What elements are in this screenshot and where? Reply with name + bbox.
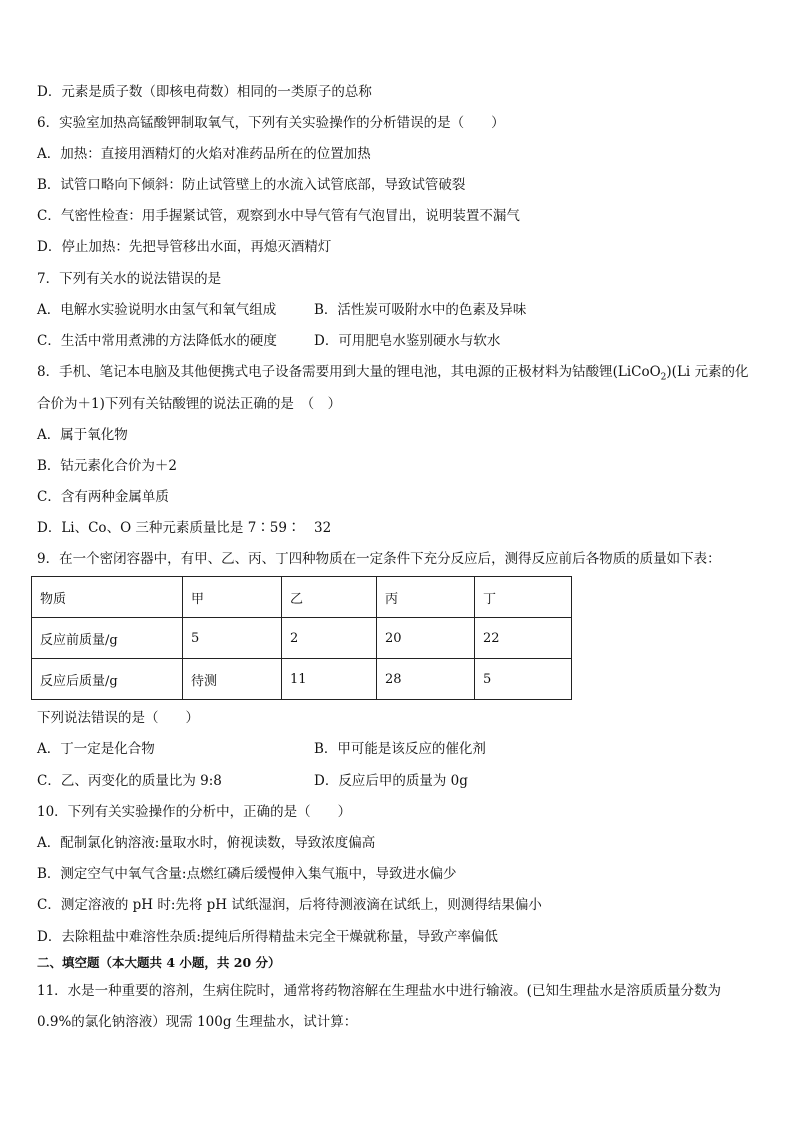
- q9-after-table: 下列说法错误的是（ ）: [37, 710, 199, 726]
- q6-option-d: D．停止加热：先把导管移出水面，再熄灭酒精灯: [37, 239, 332, 255]
- q10-option-c: C．测定溶液的 pH 时:先将 pH 试纸湿润，后将待测液滴在试纸上，则测得结果偏小: [37, 897, 542, 913]
- table-cell: 反应前质量/g: [32, 618, 183, 659]
- q10-option-b: B．测定空气中氧气含量:点燃红磷后缓慢伸入集气瓶中，导致进水偏少: [37, 866, 457, 882]
- table-row: [32, 618, 572, 659]
- table-cell: 2: [282, 618, 377, 659]
- table-cell: 11: [282, 659, 377, 700]
- table-cell: 物质: [32, 577, 183, 618]
- q9-option-b: B．甲可能是该反应的催化剂: [314, 741, 486, 757]
- q8-option-d: D．Li、Co、O 三种元素质量比是 7∶59∶ 32: [37, 520, 332, 536]
- q9-option-d: D．反应后甲的质量为 0g: [314, 773, 468, 789]
- q6-option-a: A．加热：直接用酒精灯的火焰对准药品所在的位置加热: [37, 146, 371, 162]
- table-cell: 5: [475, 659, 572, 700]
- table-cell: 5: [183, 618, 282, 659]
- q8-option-c: C．含有两种金属单质: [37, 489, 169, 505]
- q8-stem-text: 8．手机、笔记本电脑及其他便携式电子设备需要用到大量的锂电池，其电源的正极材料为钴酸锂(LiCoO: [37, 364, 661, 380]
- q8-stem-line1: [37, 363, 749, 387]
- q9-option-c: C．乙、丙变化的质量比为 9:8: [37, 773, 222, 789]
- table-cell: 丁: [475, 577, 572, 618]
- table-cell: 乙: [282, 577, 377, 618]
- table-row: [32, 577, 572, 618]
- table-cell: 甲: [183, 577, 282, 618]
- q11-stem-line1: 11．水是一种重要的溶剂，生病住院时，通常将药物溶解在生理盐水中进行输液。(已知生理盐水是溶质质量分数为: [37, 983, 721, 999]
- table-cell: 22: [475, 618, 572, 659]
- q11-stem-line2: 0.9%的氯化钠溶液）现需 100g 生理盐水，试计算：: [37, 1014, 358, 1030]
- q8-subscript: 2: [660, 372, 667, 383]
- q6-stem: 6．实验室加热高锰酸钾制取氧气，下列有关实验操作的分析错误的是（ ）: [37, 115, 505, 131]
- table-cell: 待测: [183, 659, 282, 700]
- q7-option-c: C．生活中常用煮沸的方法降低水的硬度: [37, 333, 277, 349]
- q7-option-d: D．可用肥皂水鉴别硬水与软水: [314, 333, 501, 349]
- q8-option-a: A．属于氧化物: [37, 427, 128, 443]
- table-row: [32, 659, 572, 700]
- q7-option-b: B．活性炭可吸附水中的色素及异味: [314, 302, 527, 318]
- table-cell: 丙: [377, 577, 475, 618]
- q9-option-a: A．丁一定是化合物: [37, 741, 155, 757]
- table-cell: 28: [377, 659, 475, 700]
- q6-option-b: B．试管口略向下倾斜：防止试管壁上的水流入试管底部，导致试管破裂: [37, 177, 466, 193]
- q10-stem: 10．下列有关实验操作的分析中，正确的是（ ）: [37, 804, 352, 820]
- q10-option-a: A．配制氯化钠溶液:量取水时，俯视读数，导致浓度偏高: [37, 835, 376, 851]
- section-heading: 二、填空题（本大题共 4 小题，共 20 分）: [37, 955, 281, 970]
- q6-option-c: C．气密性检查：用手握紧试管，观察到水中导气管有气泡冒出，说明装置不漏气: [37, 208, 520, 224]
- table-cell: 20: [377, 618, 475, 659]
- q10-option-d: D．去除粗盐中难溶性杂质:提纯后所得精盐未完全干燥就称量，导致产率偏低: [37, 929, 498, 945]
- q9-table: [31, 576, 572, 700]
- q7-option-a: A．电解水实验说明水由氢气和氧气组成: [37, 302, 277, 318]
- q7-stem: 7．下列有关水的说法错误的是: [37, 271, 222, 287]
- q8-option-b: B．钴元素化合价为＋2: [37, 458, 178, 474]
- q9-stem: 9．在一个密闭容器中，有甲、乙、丙、丁四种物质在一定条件下充分反应后，测得反应前后各物质的质量如下表：: [37, 551, 721, 567]
- q5-option-d: D．元素是质子数（即核电荷数）相同的一类原子的总称: [37, 84, 372, 100]
- q8-stem-text-tail: )(Li 元素的化: [666, 364, 749, 380]
- q8-stem-line2: 合价为＋1)下列有关钴酸锂的说法正确的是 （ ）: [37, 396, 342, 412]
- table-cell: 反应后质量/g: [32, 659, 183, 700]
